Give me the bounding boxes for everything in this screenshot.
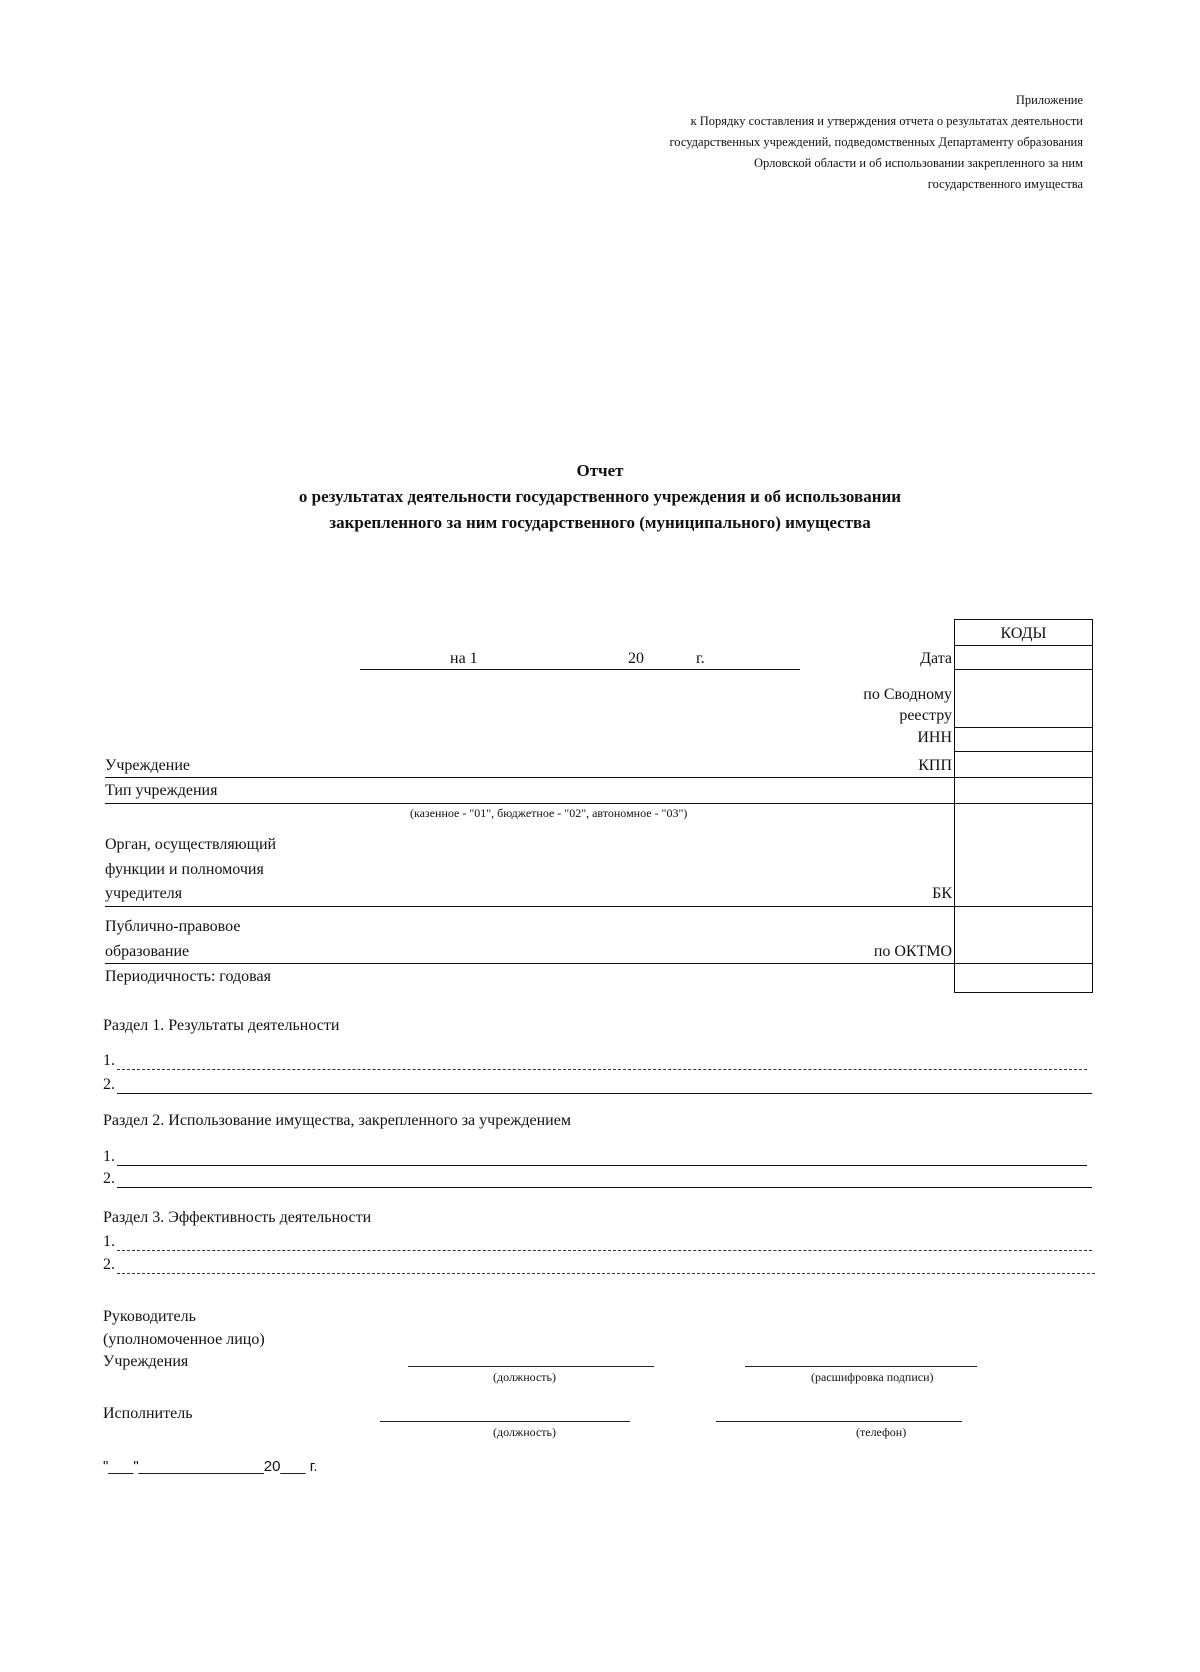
- section-3-item-1-number: 1.: [103, 1233, 115, 1250]
- executor-phone-line[interactable]: [716, 1421, 962, 1422]
- date-year: 20: [628, 650, 644, 667]
- section-2-title: Раздел 2. Использование имущества, закрепленного за учреждением: [103, 1112, 571, 1129]
- executor-position-line[interactable]: [380, 1421, 630, 1422]
- executor-phone-hint: (телефон): [856, 1425, 907, 1439]
- organ-label-1: Орган, осуществляющий: [105, 836, 277, 853]
- codes-divider: [954, 906, 1093, 907]
- title-line-2: о результатах деятельности государственного учреждения и об использовании: [298, 487, 902, 506]
- report-title: [0, 458, 1200, 536]
- organ-line[interactable]: [105, 906, 954, 907]
- appendix-line: государственного имущества: [927, 177, 1083, 191]
- title-line-1: Отчет: [576, 461, 624, 480]
- head-decode-hint: (расшифровка подписи): [811, 1370, 934, 1384]
- section-1-item-2-line[interactable]: [117, 1093, 1092, 1094]
- section-1-item-1-number: 1.: [103, 1052, 115, 1069]
- appendix-line: государственных учреждений, подведомственных Департаменту образования: [669, 135, 1083, 149]
- appendix-note: [669, 90, 1083, 195]
- appendix-line: к Порядку составления и утверждения отчета о результатах деятельности: [690, 114, 1083, 128]
- date-suffix: г.: [696, 650, 705, 667]
- sign-date-line[interactable]: "___"_______________20___ г.: [103, 1458, 318, 1475]
- codes-divider: [954, 777, 1093, 778]
- registry-code-label-2: реестру: [899, 707, 952, 724]
- head-label-1: Руководитель: [103, 1308, 196, 1325]
- institution-line[interactable]: [105, 777, 954, 778]
- codes-divider: [954, 645, 1093, 646]
- codes-divider: [954, 751, 1093, 752]
- type-line[interactable]: [105, 803, 954, 804]
- section-3-item-1-line[interactable]: [117, 1250, 1092, 1251]
- head-label-2: (уполномоченное лицо): [103, 1331, 265, 1348]
- date-line[interactable]: [360, 669, 800, 670]
- executor-label: Исполнитель: [103, 1405, 193, 1422]
- section-2-item-1-number: 1.: [103, 1148, 115, 1165]
- codes-divider: [954, 669, 1093, 670]
- appendix-line: Приложение: [1015, 93, 1083, 107]
- section-2-item-1-line[interactable]: [117, 1165, 1087, 1166]
- organ-label-2: функции и полномочия: [105, 861, 264, 878]
- section-1-item-1-line[interactable]: [117, 1069, 1087, 1070]
- codes-divider: [954, 803, 1093, 804]
- registry-code-label-1: по Сводному: [863, 686, 952, 703]
- section-2-item-2-line[interactable]: [117, 1187, 1092, 1188]
- inn-code-label: ИНН: [917, 729, 952, 746]
- executor-position-hint: (должность): [493, 1425, 556, 1439]
- date-prefix: на 1: [450, 650, 478, 667]
- section-2-item-2-number: 2.: [103, 1170, 115, 1187]
- date-code-label: Дата: [920, 650, 952, 667]
- public-entity-label-2: образование: [105, 943, 190, 960]
- appendix-line: Орловской области и об использовании закрепленного за ним: [753, 156, 1083, 170]
- section-3-item-2-line[interactable]: [117, 1273, 1095, 1274]
- head-decode-line[interactable]: [745, 1366, 977, 1367]
- kpp-code-label: КПП: [918, 757, 952, 774]
- codes-divider: [954, 963, 1093, 964]
- organ-label-3: учредителя: [105, 885, 183, 902]
- codes-divider: [954, 727, 1093, 728]
- section-1-title: Раздел 1. Результаты деятельности: [103, 1017, 340, 1034]
- public-entity-line[interactable]: [105, 963, 954, 964]
- head-label-3: Учреждения: [103, 1353, 189, 1370]
- codes-header: КОДЫ: [1000, 625, 1047, 642]
- public-entity-label-1: Публично-правовое: [105, 918, 241, 935]
- type-hint: (казенное - "01", бюджетное - "02", автономное - "03"): [410, 806, 688, 820]
- section-3-item-2-number: 2.: [103, 1256, 115, 1273]
- section-1-item-2-number: 2.: [103, 1076, 115, 1093]
- periodicity-label: Периодичность: годовая: [105, 968, 271, 985]
- codes-column: [954, 619, 1093, 993]
- head-position-hint: (должность): [493, 1370, 556, 1384]
- type-label: Тип учреждения: [105, 782, 218, 799]
- institution-label: Учреждение: [105, 757, 190, 774]
- oktmo-code-label: по ОКТМО: [873, 943, 952, 960]
- bk-code-label: БК: [932, 885, 952, 902]
- head-position-line[interactable]: [408, 1366, 654, 1367]
- title-line-3: закрепленного за ним государственного (муниципального) имущества: [329, 513, 871, 532]
- section-3-title: Раздел 3. Эффективность деятельности: [103, 1209, 372, 1226]
